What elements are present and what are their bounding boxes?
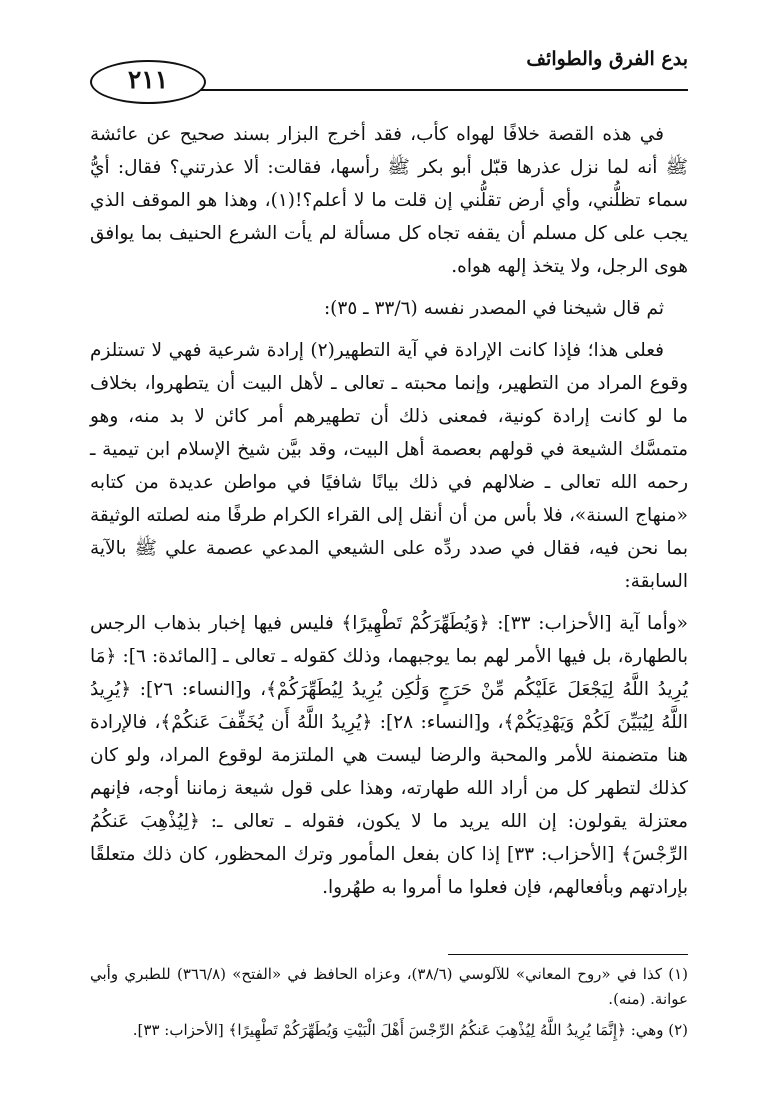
footnote-separator [448,954,688,955]
header-rule [170,89,688,91]
paragraph: في هذه القصة خلافًا لهواه كأب، فقد أخرج البزار بسند صحيح عن عائشة ﷺ أنه لما نزل عذرها قبّل أبو بكر ﷺ رأسها، فقالت: ألا عذرتني؟ فقال: أيُّ سماء تظلُّني، وأي أرض تقلُّني إن قلت ما لا أعلم؟!(١)، وهذا هو الموقف الذي يجب على كل مسلم أن يقفه تجاه كل مسألة لم يأت الشرع الحنيف بما يوافق هوى الرجل، ولا يتخذ إلهه هواه. [90,124,688,277]
footnote: (٢) وهي: ﴿إِنَّمَا يُرِيدُ اللَّهُ لِيُذْهِبَ عَنكُمُ الرِّجْسَ أَهْلَ الْبَيْتِ وَيُطَهِّرَكُمْ تَطْهِيرًا﴾ [الأحزاب: ٣٣]. [132,1021,688,1039]
footnote: (١) كذا في «روح المعاني» للآلوسي (٣٨/٦)، وعزاه الحافظ في «الفتح» (٣٦٦/٨) للطبري وأبي عوانة. (منه). [90,965,689,1008]
paragraph: ثم قال شيخنا في المصدر نفسه (٣٣/٦ ـ ٣٥): [323,298,664,319]
running-header [90,40,688,104]
main-text [90,118,688,913]
quoted-paragraph: «وأما آية [الأحزاب: ٣٣]: ﴿وَيُطَهِّرَكُمْ تَطْهِيرًا﴾ فليس فيها إخبار بذهاب الرجس بالطهارة، بل فيها الأمر لهم بما يوجبهما، وذلك كقوله ـ تعالى ـ [المائدة: ٦]: ﴿مَا يُرِيدُ اللَّهُ لِيَجْعَلَ عَلَيْكُم مِّنْ حَرَجٍ وَلَٰكِن يُرِيدُ لِيُطَهِّرَكُمْ﴾، و[النساء: ٢٦]: ﴿يُرِيدُ اللَّهُ لِيُبَيِّنَ لَكُمْ وَيَهْدِيَكُمْ﴾، و[النساء: ٢٨]: ﴿يُرِيدُ اللَّهُ أَن يُخَفِّفَ عَنكُمْ﴾، فالإرادة هنا متضمنة للأمر والمحبة والرضا ليست هي الملتزمة لوقوع المراد، ولو كان كذلك لتطهر كل من أراد الله طهارته، وهذا على قول شيعة زماننا أوجه، فإنهم معتزلة يقولون: إن الله يريد ما لا يكون، فقوله ـ تعالى ـ: ﴿لِيُذْهِبَ عَنكُمُ الرِّجْسَ﴾ [الأحزاب: ٣٣] إذا كان بفعل المأمور وترك المحظور، كان ذلك متعلقًا بإرادتهم وبأفعالهم، فإن فعلوا ما أمروا به طهُروا. [90,613,689,898]
footnotes [90,962,688,1049]
page-number: ٢١١ [127,65,169,94]
paragraph: فعلى هذا؛ فإذا كانت الإرادة في آية التطهير(٢) إرادة شرعية فهي لا تستلزم وقوع المراد من التطهير، وإنما محبته ـ تعالى ـ لأهل البيت أن يتطهروا، بخلاف ما لو كانت إرادة كونية، فمعنى ذلك أن تطهيرهم أمر كائن لا بد منه، وهو متمسَّك الشيعة في قولهم بعصمة أهل البيت، وقد بيَّن شيخ الإسلام ابن تيمية ـ رحمه الله تعالى ـ ضلالهم في ذلك بيانًا شافيًا في مواطن عديدة من كتابه «منهاج السنة»، فلا بأس من أن أنقل إلى القراء الكرام طرفًا منه لصلته الوثيقة بما نحن فيه، فقال في صدد ردِّه على الشيعي المدعي عصمة علي ﷺ بالآية السابقة: [90,340,688,592]
header-title: بدع الفرق والطوائف [526,48,688,70]
